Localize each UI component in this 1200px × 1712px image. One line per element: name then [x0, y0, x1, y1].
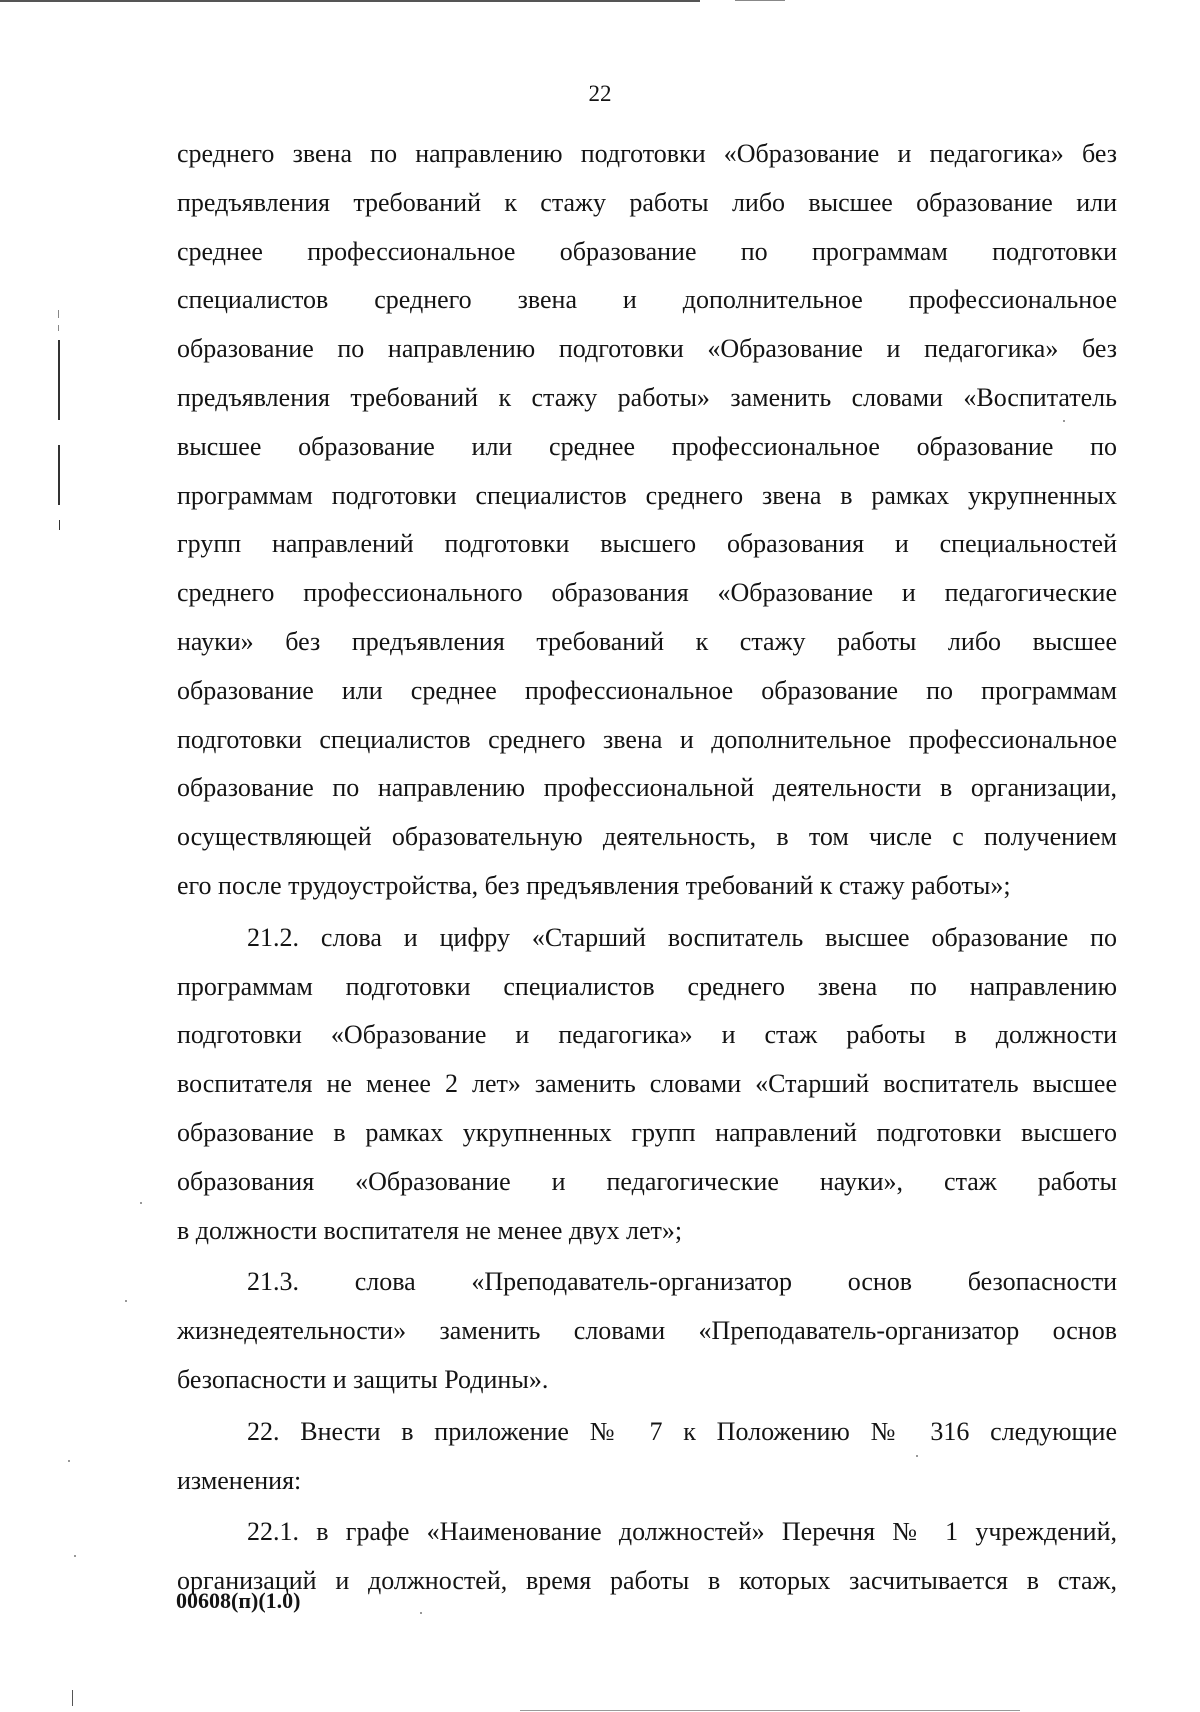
text-line: среднее профессиональное образование по программам подготовки	[177, 236, 1117, 266]
paragraph-first-line: 21.3. слова «Преподаватель-организатор основ безопасности	[247, 1267, 1117, 1297]
scan-speck	[420, 1612, 422, 1614]
text-line: подготовки специалистов среднего звена и дополнительное профессиональное	[177, 724, 1117, 754]
document-code: 00608(п)(1.0)	[176, 1588, 301, 1613]
text-line: программам подготовки специалистов среднего звена в рамках укрупненных	[177, 480, 1117, 510]
scan-speck	[125, 1300, 127, 1302]
text-line: безопасности и защиты Родины».	[177, 1364, 549, 1394]
text-line: специалистов среднего звена и дополнительное профессиональное	[177, 285, 1117, 315]
margin-binding-mark	[58, 310, 59, 318]
paragraph-first-line: 22.1. в графе «Наименование должностей» Перечня № 1 учреждений,	[247, 1517, 1117, 1547]
text-line: воспитателя не менее 2 лет» заменить словами «Старший воспитатель высшее	[177, 1069, 1117, 1099]
scan-speck	[74, 1555, 76, 1557]
bottom-border-line	[520, 1710, 1020, 1711]
paragraph-first-line: 22. Внести в приложение № 7 к Положению № 316 следующие	[247, 1416, 1117, 1446]
text-line: осуществляющей образовательную деятельность, в том числе с получением	[177, 822, 1117, 852]
margin-binding-mark	[59, 520, 60, 530]
text-line: подготовки «Образование и педагогика» и стаж работы в должности	[177, 1020, 1117, 1050]
text-line: организаций и должностей, время работы в которых засчитывается в стаж,	[177, 1566, 1117, 1596]
body-text	[177, 130, 1117, 1606]
top-border-fragment	[735, 0, 785, 1]
margin-binding-mark	[58, 340, 60, 420]
scan-speck	[1063, 420, 1065, 422]
text-line: среднего профессионального образования «Образование и педагогические	[177, 578, 1117, 608]
text-line: высшее образование или среднее профессиональное образование по	[177, 431, 1117, 461]
page-number: 22	[588, 81, 612, 106]
text-line: изменения:	[177, 1465, 302, 1495]
text-line: науки» без предъявления требований к стажу работы либо высшее	[177, 626, 1117, 656]
text-line: предъявления требований к стажу работы» заменить словами «Воспитатель	[177, 382, 1117, 412]
scan-speck	[140, 1202, 142, 1204]
text-line: образование в рамках укрупненных групп направлений подготовки высшего	[177, 1117, 1117, 1147]
text-line: среднего звена по направлению подготовки «Образование и педагогика» без	[177, 139, 1117, 168]
margin-binding-mark	[72, 1690, 73, 1706]
margin-binding-mark	[58, 325, 59, 331]
margin-binding-mark	[58, 445, 60, 505]
scan-speck	[916, 1455, 918, 1457]
text-line: образование по направлению профессиональной деятельности в организации,	[177, 773, 1117, 803]
text-line: образование по направлению подготовки «Образование и педагогика» без	[177, 334, 1117, 364]
scan-speck	[68, 1460, 70, 1462]
text-line: жизнедеятельности» заменить словами «Преподаватель-организатор основ	[177, 1316, 1117, 1346]
text-line: программам подготовки специалистов среднего звена по направлению	[177, 971, 1117, 1001]
text-line: групп направлений подготовки высшего образования и специальностей	[177, 529, 1117, 559]
top-border-line	[0, 0, 700, 2]
text-line: предъявления требований к стажу работы либо высшее образование или	[177, 187, 1117, 217]
text-line: образования «Образование и педагогические науки», стаж работы	[177, 1166, 1117, 1196]
text-line: образование или среднее профессиональное образование по программам	[177, 675, 1117, 705]
text-line: его после трудоустройства, без предъявления требований к стажу работы»;	[177, 870, 1011, 900]
paragraph-first-line: 21.2. слова и цифру «Старший воспитатель высшее образование по	[247, 922, 1117, 952]
text-line: в должности воспитателя не менее двух лет»;	[177, 1215, 683, 1245]
